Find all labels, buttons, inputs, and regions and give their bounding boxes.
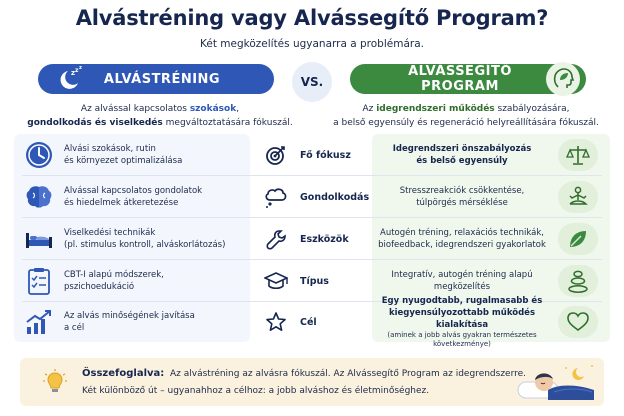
page-subtitle: Két megközelítés ugyanarra a problémára.: [200, 38, 424, 50]
checklist-icon: [14, 266, 64, 296]
row-right-text: Integratív, autogén tréning alapú megközelítés: [391, 270, 533, 292]
growth-chart-icon: [14, 308, 64, 336]
summary-line-2: Két különböző út – ugyanahhoz a célhoz: a jobb alváshoz és életminőséghez.: [82, 386, 430, 396]
row-right-text: Autogén tréning, relaxációs technikák, biofeedback, idegrendszeri gyakorlatok: [378, 228, 546, 250]
heart-icon: [558, 306, 598, 338]
leaf-icon: [558, 223, 598, 255]
row-left-text: Alvással kapcsolatos gondolatok és hiedelmek átkeretezése: [64, 186, 203, 208]
row-left-text: Az alvás minőségének javítása a cél: [64, 311, 195, 333]
alvassegito-description: Az idegrendszeri működés szabályozására, a belső egyensúly és regeneráció helyreállítására fókuszál.: [333, 104, 599, 128]
graduation-cap-icon: [260, 271, 292, 291]
summary-box: [20, 358, 604, 406]
wrench-icon: [260, 228, 292, 250]
vs-badge: VS.: [292, 62, 332, 102]
star-icon: [260, 311, 292, 333]
svg-text:z: z: [75, 67, 79, 74]
brain-icon: [14, 183, 64, 211]
balance-scale-icon: [558, 139, 598, 171]
comparison-row: [14, 134, 610, 176]
meditation-icon: [558, 181, 598, 213]
row-criterion-label: Gondolkodás: [300, 191, 370, 203]
row-left-text: CBT-I alapú módszerek, pszichoedukáció: [64, 270, 164, 292]
alvassegito-label: ALVÁSSEGÍTŐ PROGRAM: [408, 64, 512, 94]
stacked-stones-icon: [558, 265, 598, 297]
clock-icon: [14, 140, 64, 170]
summary-line-1: Összefoglalva: Az alvástréning az alvásra fókuszál. Az Alvássegítő Program az idegrendszerre.: [82, 368, 527, 379]
row-left-text: Viselkedési technikák (pl. stimulus kontroll, alváskorlátozás): [64, 228, 226, 250]
sleeping-person-icon: [514, 360, 600, 408]
row-criterion-label: Típus: [300, 275, 329, 287]
bed-icon: [14, 227, 64, 251]
page-title: Alvástréning vagy Alvássegítő Program?: [75, 6, 549, 30]
row-criterion-label: Eszközök: [300, 233, 349, 245]
lightbulb-icon: [42, 368, 68, 400]
row-criterion-label: Cél: [300, 316, 317, 328]
alvastrening-label: ALVÁSTRÉNING: [103, 71, 221, 87]
leaf-head-icon: [546, 62, 580, 96]
sleeping-moon-icon: [52, 62, 86, 96]
alvastrening-description: Az alvással kapcsolatos szokások, gondolkodás és viselkedés megváltoztatására fókuszál.: [27, 104, 293, 128]
row-right-text: Egy nyugodtabb, rugalmasabb és kiegyensúlyozottabb működés kialakítása (aminek a jobb alvás gyakran természetes következménye): [381, 296, 543, 348]
target-icon: [260, 144, 292, 166]
comparison-row: [14, 176, 610, 218]
row-right-text: Idegrendszeri önszabályozás és belső egyensúly: [392, 144, 532, 166]
row-criterion-label: Fő fókusz: [300, 149, 351, 161]
svg-text:z: z: [79, 65, 83, 71]
row-left-text: Alvási szokások, rutin és környezet optimalizálása: [64, 144, 183, 166]
alvassegito-header: [350, 64, 586, 94]
comparison-row: [14, 218, 610, 260]
row-right-text: Stresszreakciók csökkentése, túlpörgés mérséklése: [399, 186, 525, 208]
comparison-row: [14, 296, 610, 348]
alvastrening-header: [38, 64, 274, 94]
svg-text:z: z: [71, 69, 76, 77]
thought-bubble-icon: [260, 186, 292, 208]
